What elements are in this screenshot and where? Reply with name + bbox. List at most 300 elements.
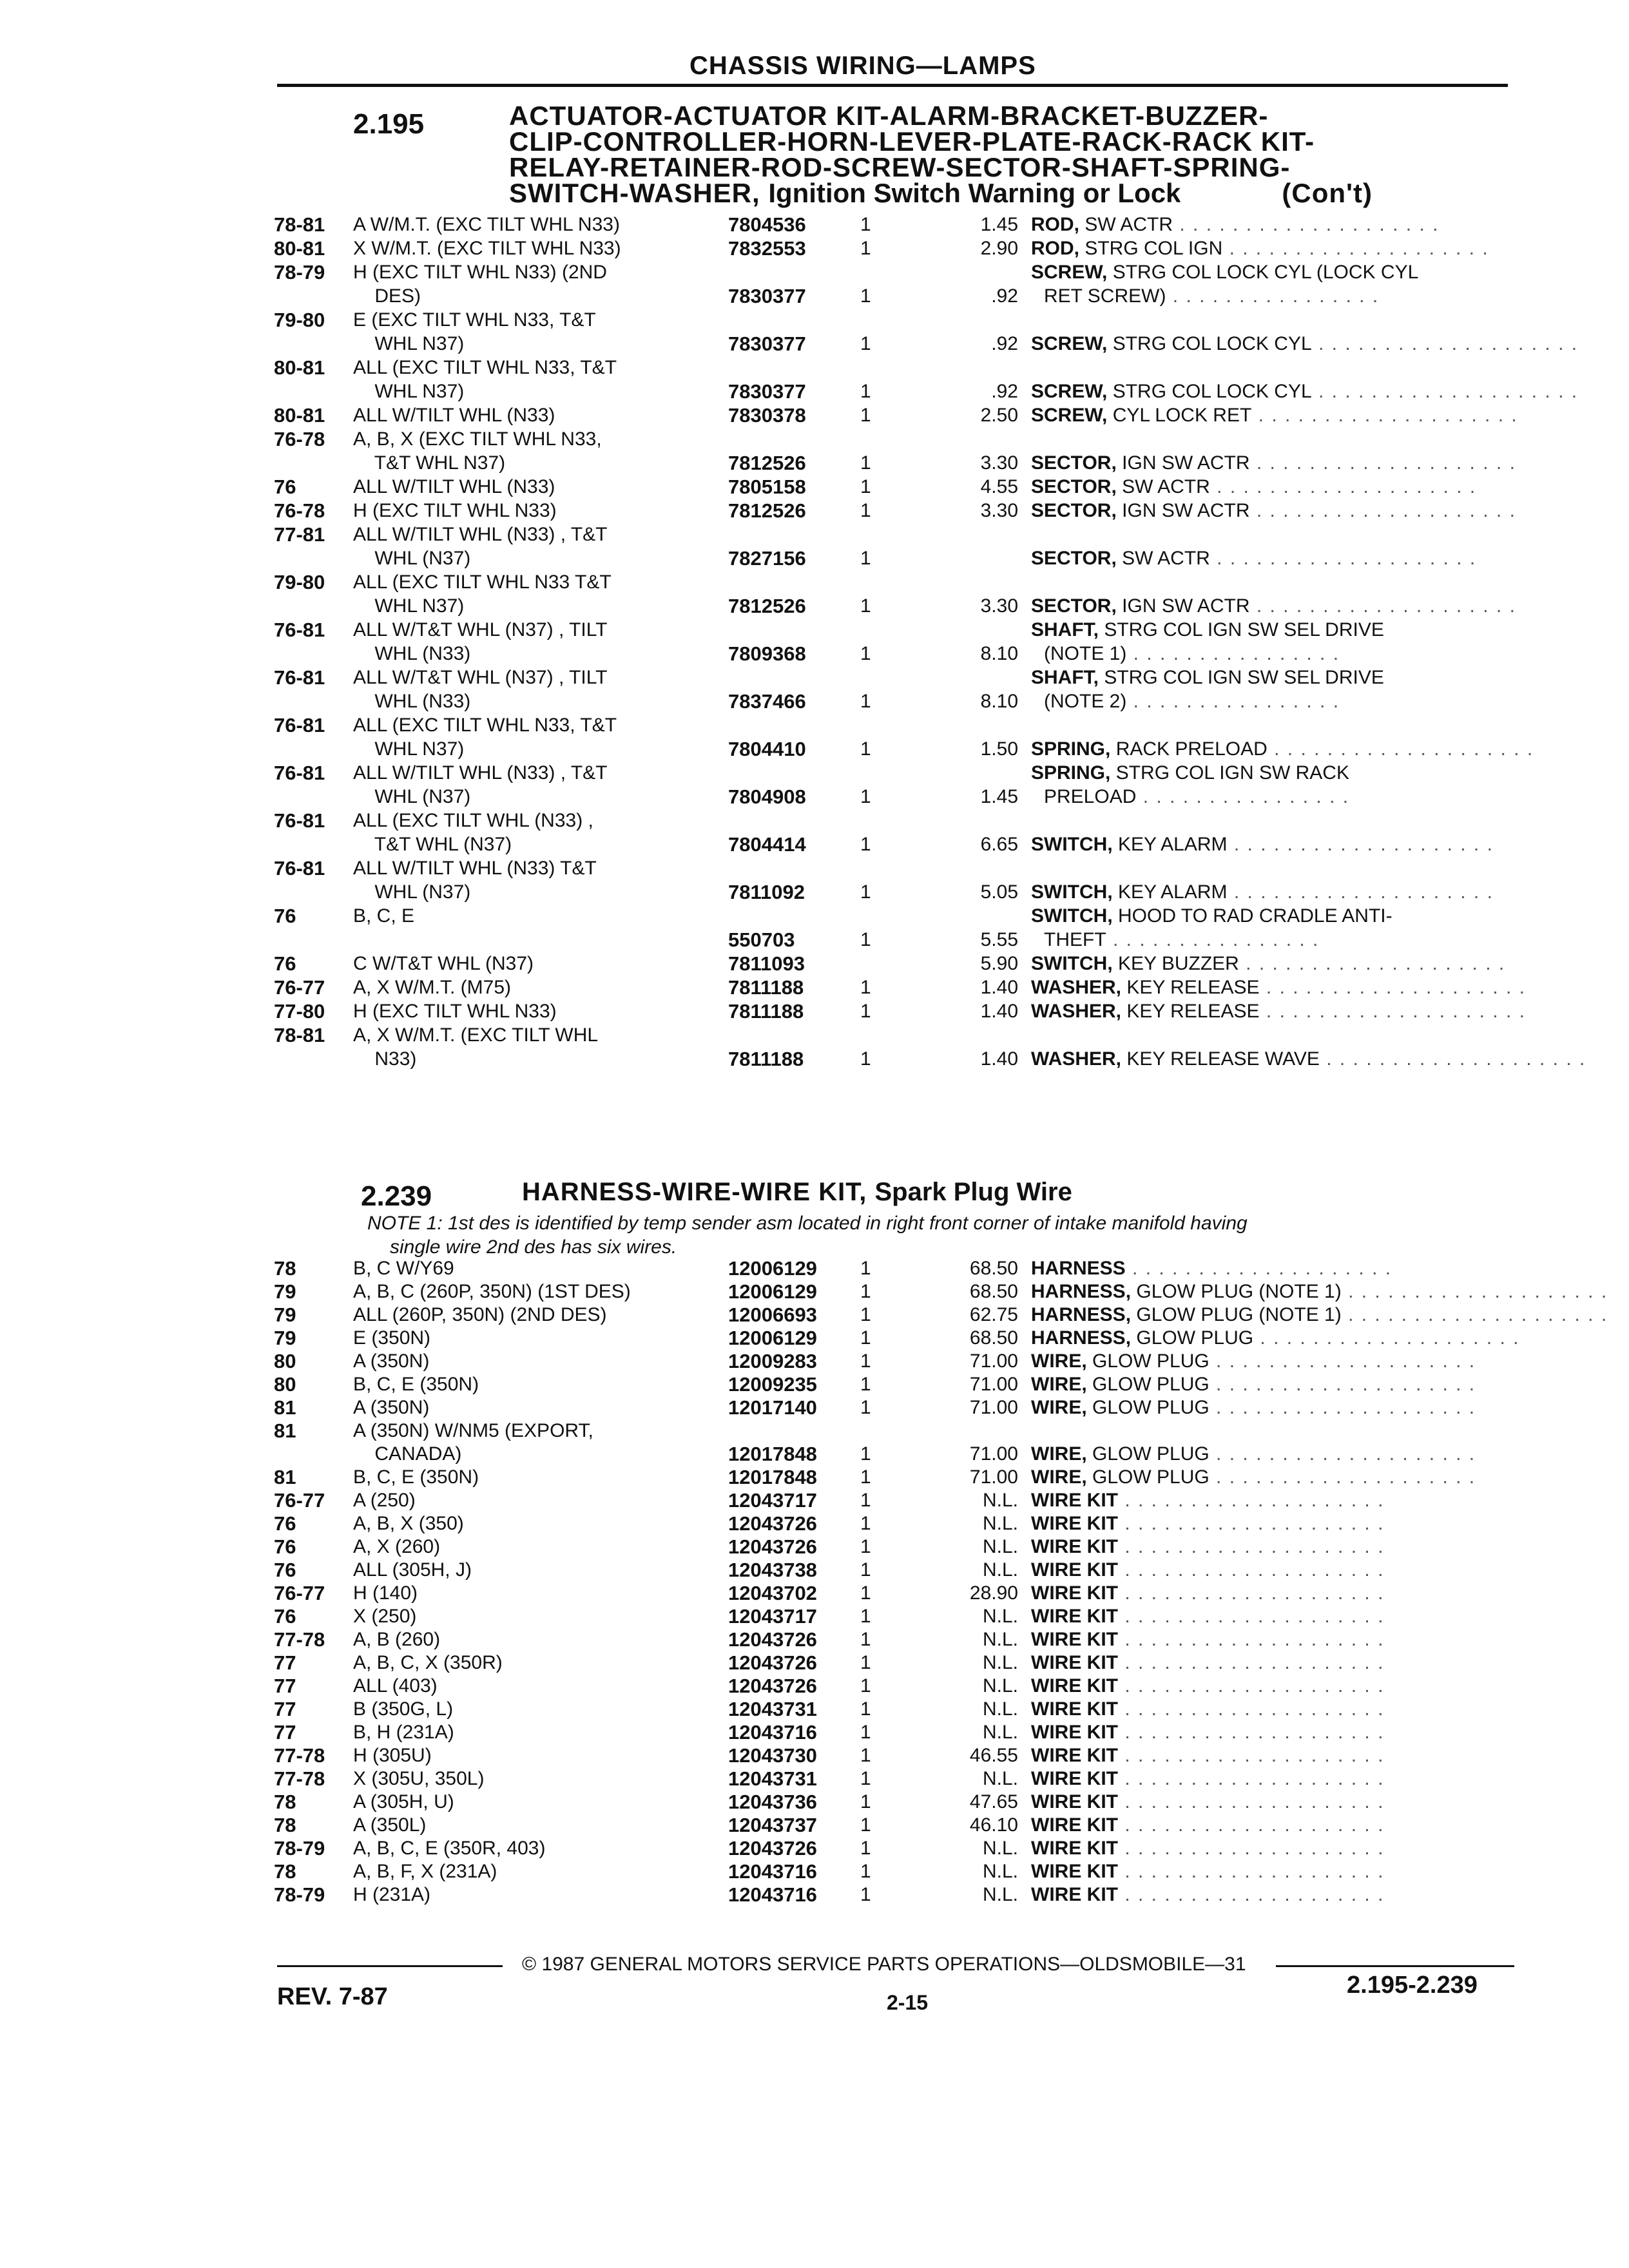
application-text: DES) <box>353 285 421 307</box>
part-name: HARNESS, <box>1031 1304 1132 1325</box>
quantity: 1 <box>860 405 871 426</box>
quantity: 1 <box>860 1791 871 1812</box>
application-text: ALL W/TILT WHL (N33) <box>353 476 555 497</box>
application-text: A (350N) <box>353 1350 430 1372</box>
part-number: 12009235 <box>728 1373 817 1396</box>
part-detail: PRELOAD <box>1044 786 1137 807</box>
part-description <box>1031 1326 1519 1350</box>
model-year: 77-78 <box>274 1767 325 1790</box>
part-number: 12006129 <box>728 1257 817 1280</box>
dot-leader: . . . . . . . . . . . . . . . . . . . . <box>1209 1443 1476 1465</box>
model-year: 78-79 <box>274 1883 325 1906</box>
quantity: 1 <box>860 1466 871 1488</box>
model-year: 76 <box>274 1605 296 1628</box>
part-description <box>1031 1628 1384 1651</box>
dot-leader: . . . . . . . . . . . . . . . . . . . . <box>1259 1001 1526 1022</box>
price: 5.90 <box>980 953 1018 974</box>
model-year: 79-80 <box>274 309 325 331</box>
part-number: 7837466 <box>728 690 806 713</box>
part-number: 7812526 <box>728 452 806 474</box>
part-name: SECTOR, <box>1031 452 1117 474</box>
part-description <box>1031 1674 1384 1698</box>
part-name: WIRE KIT <box>1031 1768 1118 1789</box>
quantity: 1 <box>860 1722 871 1743</box>
price: .92 <box>991 285 1018 307</box>
model-year: 77 <box>274 1675 296 1697</box>
price: N.L. <box>982 1629 1018 1650</box>
part-detail: SW ACTR <box>1079 214 1173 235</box>
application-text: N33) <box>353 1048 417 1070</box>
quantity: 1 <box>860 1861 871 1882</box>
application-text: ALL W/TILT WHL (N33) <box>353 405 555 426</box>
part-description <box>1031 213 1439 236</box>
part-name: WIRE KIT <box>1031 1745 1118 1766</box>
application-text: A, X W/M.T. (EXC TILT WHL <box>353 1024 599 1046</box>
part-detail: RACK PRELOAD <box>1110 738 1268 760</box>
part-number: 7804414 <box>728 833 806 856</box>
part-name: WIRE KIT <box>1031 1675 1118 1696</box>
model-year: 76 <box>274 1512 296 1535</box>
part-description <box>1031 1813 1384 1837</box>
section-title-line: ACTUATOR-ACTUATOR KIT-ALARM-BRACKET-BUZZER- <box>509 101 1269 131</box>
part-number: 12043716 <box>728 1860 817 1883</box>
model-year: 76-77 <box>274 1582 325 1604</box>
part-description <box>1031 904 1393 928</box>
part-description <box>1031 499 1516 523</box>
quantity: 1 <box>860 1374 871 1395</box>
model-year: 76-77 <box>274 976 325 999</box>
application-text: X (250) <box>353 1606 417 1627</box>
part-number: 12043726 <box>728 1512 817 1535</box>
part-number: 12006129 <box>728 1327 817 1349</box>
price: N.L. <box>982 1675 1018 1696</box>
price: 1.40 <box>980 1001 1018 1022</box>
part-detail: IGN SW ACTR <box>1116 452 1250 474</box>
dot-leader: . . . . . . . . . . . . . . . . . . . . <box>1227 834 1494 855</box>
part-description <box>1031 1651 1384 1675</box>
note-line: single wire 2nd des has six wires. <box>390 1236 677 1258</box>
part-name: WIRE, <box>1031 1374 1087 1395</box>
part-name: SECTOR, <box>1031 500 1117 521</box>
quantity: 1 <box>860 1001 871 1022</box>
application-text: A, B, X (EXC TILT WHL N33, <box>353 428 602 450</box>
part-number: 7811188 <box>728 1000 804 1023</box>
application-text: ALL W/T&T WHL (N37) , TILT <box>353 619 608 640</box>
quantity: 1 <box>860 1513 871 1534</box>
application-text: H (EXC TILT WHL N33) <box>353 500 557 521</box>
price: 71.00 <box>969 1350 1018 1372</box>
application-text: X W/M.T. (EXC TILT WHL N33) <box>353 238 621 259</box>
part-description <box>1031 975 1526 999</box>
dot-leader: . . . . . . . . . . . . . . . . . . . . <box>1118 1722 1385 1743</box>
dot-leader: . . . . . . . . . . . . . . . . . . . . <box>1210 548 1477 569</box>
part-description <box>1031 1465 1476 1489</box>
price: 62.75 <box>969 1304 1018 1325</box>
part-description-cont <box>1044 642 1340 666</box>
part-name: SWITCH, <box>1031 953 1113 974</box>
part-description <box>1031 260 1418 284</box>
quantity: 1 <box>860 1281 871 1302</box>
part-description <box>1031 1256 1392 1280</box>
part-number: 12043730 <box>728 1744 817 1767</box>
part-description <box>1031 999 1526 1023</box>
dot-leader: . . . . . . . . . . . . . . . . . . . . <box>1249 452 1516 474</box>
part-description <box>1031 761 1349 785</box>
model-year: 76 <box>274 1535 296 1558</box>
part-number: 7811188 <box>728 976 804 999</box>
section-subtitle: Ignition Switch Warning or Lock <box>768 178 1181 208</box>
quantity: 1 <box>860 1582 871 1604</box>
application-text: A W/M.T. (EXC TILT WHL N33) <box>353 214 620 235</box>
part-name: SECTOR, <box>1031 548 1117 569</box>
part-name: WIRE KIT <box>1031 1814 1118 1836</box>
quantity: 1 <box>860 1443 871 1465</box>
dot-leader: . . . . . . . . . . . . . . . . . . . . <box>1118 1629 1385 1650</box>
application-text: E (EXC TILT WHL N33, T&T <box>353 309 596 331</box>
application-text: A, B, C, X (350R) <box>353 1652 503 1673</box>
quantity: 1 <box>860 1814 871 1836</box>
part-number: 12043736 <box>728 1791 817 1813</box>
price: N.L. <box>982 1490 1018 1511</box>
application-text: E (350N) <box>353 1327 431 1349</box>
model-year: 78 <box>274 1257 296 1280</box>
part-detail: KEY ALARM <box>1112 834 1228 855</box>
quantity: 1 <box>860 1536 871 1557</box>
model-year: 76 <box>274 952 296 975</box>
part-name: SHAFT, <box>1031 667 1099 688</box>
application-text: A, B, C (260P, 350N) (1ST DES) <box>353 1281 631 1302</box>
part-description <box>1031 880 1494 904</box>
part-name: SPRING, <box>1031 762 1111 783</box>
price: 71.00 <box>969 1466 1018 1488</box>
part-number: 7804908 <box>728 785 806 808</box>
part-name: WIRE KIT <box>1031 1722 1118 1743</box>
application-text: WHL (N37) <box>353 881 471 903</box>
price: 5.05 <box>980 881 1018 903</box>
part-detail: KEY RELEASE WAVE <box>1121 1048 1320 1070</box>
quantity: 1 <box>860 1838 871 1859</box>
model-year: 77 <box>274 1721 296 1744</box>
price: N.L. <box>982 1606 1018 1627</box>
price: 71.00 <box>969 1374 1018 1395</box>
part-name: WIRE KIT <box>1031 1536 1118 1557</box>
part-number: 12043716 <box>728 1883 817 1906</box>
model-year: 77-80 <box>274 1000 325 1023</box>
model-year: 78-81 <box>274 213 325 236</box>
quantity: 1 <box>860 595 871 617</box>
part-description <box>1031 1396 1476 1419</box>
model-year: 76-81 <box>274 619 325 641</box>
application-text: B, C, E <box>353 905 415 927</box>
model-year: 77-78 <box>274 1628 325 1651</box>
section-number: 2.195 <box>353 108 425 140</box>
quantity: 1 <box>860 381 871 402</box>
model-year: 79 <box>274 1327 296 1349</box>
model-year: 80-81 <box>274 404 325 427</box>
dot-leader: . . . . . . . . . . . . . . . . . . . . <box>1173 214 1440 235</box>
part-description <box>1031 952 1505 975</box>
price: 28.90 <box>969 1582 1018 1604</box>
model-year: 77-81 <box>274 523 325 546</box>
part-detail: THEFT <box>1044 929 1106 950</box>
dot-leader: . . . . . . . . . . . . . . . . . . . . <box>1125 1258 1393 1279</box>
part-number: 12043738 <box>728 1559 817 1581</box>
model-year: 76-81 <box>274 666 325 689</box>
dot-leader: . . . . . . . . . . . . . . . . . . . . <box>1253 1327 1520 1349</box>
part-number: 7804410 <box>728 738 806 760</box>
part-detail: KEY RELEASE <box>1121 1001 1260 1022</box>
application-text: B, C, E (350N) <box>353 1374 479 1395</box>
part-number: 12043702 <box>728 1582 817 1604</box>
part-description <box>1031 475 1476 499</box>
dot-leader: . . . . . . . . . . . . . . . . . . . . <box>1118 1861 1385 1882</box>
quantity: 1 <box>860 1327 871 1349</box>
quantity: 1 <box>860 738 871 760</box>
part-name: WIRE KIT <box>1031 1490 1118 1511</box>
dot-leader: . . . . . . . . . . . . . . . . . . . . <box>1222 238 1489 259</box>
price: 4.55 <box>980 476 1018 497</box>
part-name: SCREW, <box>1031 381 1108 402</box>
part-detail: GLOW PLUG <box>1086 1374 1210 1395</box>
quantity: 1 <box>860 214 871 235</box>
application-text: WHL (N33) <box>353 691 471 712</box>
application-text: T&T WHL N37) <box>353 452 506 474</box>
part-description <box>1031 1558 1384 1582</box>
application-text: ALL (EXC TILT WHL N33, T&T <box>353 357 617 378</box>
application-text: WHL (N33) <box>353 643 471 664</box>
price: N.L. <box>982 1838 1018 1859</box>
dot-leader: . . . . . . . . . . . . . . . . <box>1136 786 1350 807</box>
dot-leader: . . . . . . . . . . . . . . . . . . . . <box>1209 1397 1476 1418</box>
part-description <box>1031 1512 1384 1535</box>
dot-leader: . . . . . . . . . . . . . . . . . . . . <box>1118 1652 1385 1673</box>
part-detail: GLOW PLUG <box>1086 1397 1210 1418</box>
application-text: X (305U, 350L) <box>353 1768 485 1789</box>
quantity: 1 <box>860 834 871 855</box>
dot-leader: . . . . . . . . . . . . . . . . . . . . <box>1209 1374 1476 1395</box>
application-text: A, X W/M.T. (M75) <box>353 977 512 998</box>
part-description <box>1031 1442 1476 1466</box>
dot-leader: . . . . . . . . . . . . . . . . . . . . <box>1118 1606 1385 1627</box>
part-name: WIRE KIT <box>1031 1629 1118 1650</box>
part-number: 7811093 <box>728 952 805 975</box>
dot-leader: . . . . . . . . . . . . . . . . <box>1106 929 1320 950</box>
part-number: 12043737 <box>728 1814 817 1836</box>
application-text: WHL N37) <box>353 738 465 760</box>
dot-leader: . . . . . . . . . . . . . . . . . . . . <box>1118 1884 1385 1905</box>
part-detail: IGN SW ACTR <box>1116 500 1250 521</box>
dot-leader: . . . . . . . . . . . . . . . . . . . . <box>1249 595 1516 617</box>
page-number: 2-15 <box>887 1991 929 2014</box>
part-name: SWITCH, <box>1031 905 1113 927</box>
part-name: HARNESS, <box>1031 1327 1132 1349</box>
quantity: 1 <box>860 977 871 998</box>
part-name: WIRE KIT <box>1031 1559 1118 1581</box>
part-description <box>1031 666 1384 689</box>
quantity: 1 <box>860 1745 871 1766</box>
part-number: 12009283 <box>728 1350 817 1372</box>
application-text: ALL W/TILT WHL (N33) T&T <box>353 858 597 879</box>
quantity: 1 <box>860 1304 871 1325</box>
application-text: A, B, F, X (231A) <box>353 1861 497 1882</box>
footer-rule <box>277 1965 503 1967</box>
quantity: 1 <box>860 285 871 307</box>
part-description-cont <box>1044 689 1340 713</box>
part-number: 12006129 <box>728 1280 817 1303</box>
part-name: SPRING, <box>1031 738 1111 760</box>
dot-leader: . . . . . . . . . . . . . . . . . . . . <box>1251 405 1518 426</box>
part-name: ROD, <box>1031 214 1079 235</box>
part-description <box>1031 1488 1384 1512</box>
dot-leader: . . . . . . . . . . . . . . . . <box>1126 643 1340 664</box>
part-name: WASHER, <box>1031 977 1122 998</box>
price: 1.40 <box>980 1048 1018 1070</box>
part-name: WIRE, <box>1031 1443 1087 1465</box>
part-detail: KEY BUZZER <box>1112 953 1239 974</box>
part-name: SECTOR, <box>1031 476 1117 497</box>
application-text: WHL (N37) <box>353 786 471 807</box>
part-number: 7832553 <box>728 237 806 260</box>
quantity: 1 <box>860 1675 871 1696</box>
part-number: 12043726 <box>728 1651 817 1674</box>
part-description <box>1031 1836 1384 1860</box>
part-description <box>1031 1883 1384 1907</box>
section-title-line: RELAY-RETAINER-ROD-SCREW-SECTOR-SHAFT-SPRING- <box>509 152 1291 182</box>
model-year: 76-78 <box>274 428 325 450</box>
price: 3.30 <box>980 500 1018 521</box>
part-detail: GLOW PLUG <box>1131 1327 1254 1349</box>
part-detail: STRG COL IGN <box>1079 238 1223 259</box>
part-description <box>1031 618 1384 642</box>
part-name: WIRE, <box>1031 1350 1087 1372</box>
section-title-line: CLIP-CONTROLLER-HORN-LEVER-PLATE-RACK-RACK KIT- <box>509 126 1315 157</box>
part-description <box>1031 1697 1384 1721</box>
section-subtitle: Spark Plug Wire <box>874 1178 1072 1206</box>
model-year: 81 <box>274 1466 296 1488</box>
quantity: 1 <box>860 238 871 259</box>
part-number: 12043731 <box>728 1698 817 1720</box>
quantity: 1 <box>860 1397 871 1418</box>
quantity: 1 <box>860 643 871 664</box>
part-name: SCREW, <box>1031 333 1108 354</box>
part-number: 12017848 <box>728 1443 817 1465</box>
part-description <box>1031 236 1489 260</box>
application-text: WHL N37) <box>353 381 465 402</box>
application-text: ALL (EXC TILT WHL N33, T&T <box>353 715 617 736</box>
part-name: SWITCH, <box>1031 881 1113 903</box>
part-name: WIRE KIT <box>1031 1698 1118 1720</box>
dot-leader: . . . . . . . . . . . . . . . . . . . . <box>1311 333 1579 354</box>
price: 2.50 <box>980 405 1018 426</box>
model-year: 79-80 <box>274 571 325 593</box>
part-name: WIRE KIT <box>1031 1838 1118 1859</box>
part-number: 7811092 <box>728 881 805 903</box>
part-name: SHAFT, <box>1031 619 1099 640</box>
part-description-cont <box>1044 928 1319 952</box>
dot-leader: . . . . . . . . . . . . . . . . . . . . <box>1118 1559 1385 1581</box>
part-name: HARNESS <box>1031 1258 1126 1279</box>
price: 3.30 <box>980 595 1018 617</box>
price: 68.50 <box>969 1327 1018 1349</box>
part-detail: (NOTE 2) <box>1044 691 1127 712</box>
part-number: 550703 <box>728 928 795 951</box>
model-year: 80 <box>274 1350 296 1372</box>
price: 47.65 <box>969 1791 1018 1812</box>
quantity: 1 <box>860 1884 871 1905</box>
section-title-line: SWITCH-WASHER, <box>509 178 760 208</box>
model-year: 76-81 <box>274 809 325 832</box>
part-detail: GLOW PLUG <box>1086 1443 1210 1465</box>
model-year: 78 <box>274 1791 296 1813</box>
part-number: 7830378 <box>728 404 806 427</box>
quantity: 1 <box>860 929 871 950</box>
application-text: A (350L) <box>353 1814 427 1836</box>
part-number: 12043726 <box>728 1675 817 1697</box>
application-text: ALL (260P, 350N) (2ND DES) <box>353 1304 607 1325</box>
price: 1.45 <box>980 214 1018 235</box>
part-description <box>1031 1047 1586 1071</box>
quantity: 1 <box>860 476 871 497</box>
application-text: H (140) <box>353 1582 418 1604</box>
part-number: 12006693 <box>728 1303 817 1326</box>
part-description <box>1031 832 1494 856</box>
revision-label: REV. 7-87 <box>277 1983 388 2010</box>
part-detail: RET SCREW) <box>1044 285 1166 307</box>
quantity: 1 <box>860 1048 871 1070</box>
part-number: 12017848 <box>728 1466 817 1488</box>
part-detail: STRG COL LOCK CYL <box>1107 381 1312 402</box>
application-text: ALL (403) <box>353 1675 438 1696</box>
price: 46.55 <box>969 1745 1018 1766</box>
quantity: 1 <box>860 1490 871 1511</box>
dot-leader: . . . . . . . . . . . . . . . . . . . . <box>1210 476 1477 497</box>
dot-leader: . . . . . . . . . . . . . . . . . . . . <box>1118 1536 1385 1557</box>
section-title-line: HARNESS-WIRE-WIRE KIT, <box>522 1178 867 1206</box>
part-detail: (NOTE 1) <box>1044 643 1127 664</box>
part-name: HARNESS, <box>1031 1281 1132 1302</box>
part-description <box>1031 1349 1476 1373</box>
model-year: 78-79 <box>274 1837 325 1860</box>
application-text: WHL N37) <box>353 333 465 354</box>
application-text: ALL (EXC TILT WHL N33 T&T <box>353 572 612 593</box>
application-text: CANADA) <box>353 1443 462 1465</box>
part-number: 12017140 <box>728 1396 817 1419</box>
dot-leader: . . . . . . . . . . . . . . . . . . . . <box>1259 977 1526 998</box>
part-number: 7811188 <box>728 1048 804 1070</box>
price: N.L. <box>982 1861 1018 1882</box>
part-description-cont <box>1044 785 1349 809</box>
application-text: H (EXC TILT WHL N33) <box>353 1001 557 1022</box>
part-detail: GLOW PLUG (NOTE 1) <box>1131 1281 1342 1302</box>
price: N.L. <box>982 1768 1018 1789</box>
part-detail: GLOW PLUG <box>1086 1466 1210 1488</box>
model-year: 80 <box>274 1373 296 1396</box>
price: N.L. <box>982 1698 1018 1720</box>
application-text: H (305U) <box>353 1745 432 1766</box>
dot-leader: . . . . . . . . . . . . . . . . . . . . <box>1341 1281 1608 1302</box>
dot-leader: . . . . . . . . . . . . . . . . . . . . <box>1118 1791 1385 1812</box>
quantity: 1 <box>860 548 871 569</box>
part-detail: STRG COL LOCK CYL (LOCK CYL <box>1107 262 1419 283</box>
part-name: SCREW, <box>1031 405 1108 426</box>
part-description <box>1031 1744 1384 1767</box>
part-name: WIRE KIT <box>1031 1791 1118 1812</box>
quantity: 1 <box>860 881 871 903</box>
part-description <box>1031 451 1516 475</box>
part-number: 7812526 <box>728 595 806 617</box>
price: .92 <box>991 381 1018 402</box>
application-text: B, C, E (350N) <box>353 1466 479 1488</box>
